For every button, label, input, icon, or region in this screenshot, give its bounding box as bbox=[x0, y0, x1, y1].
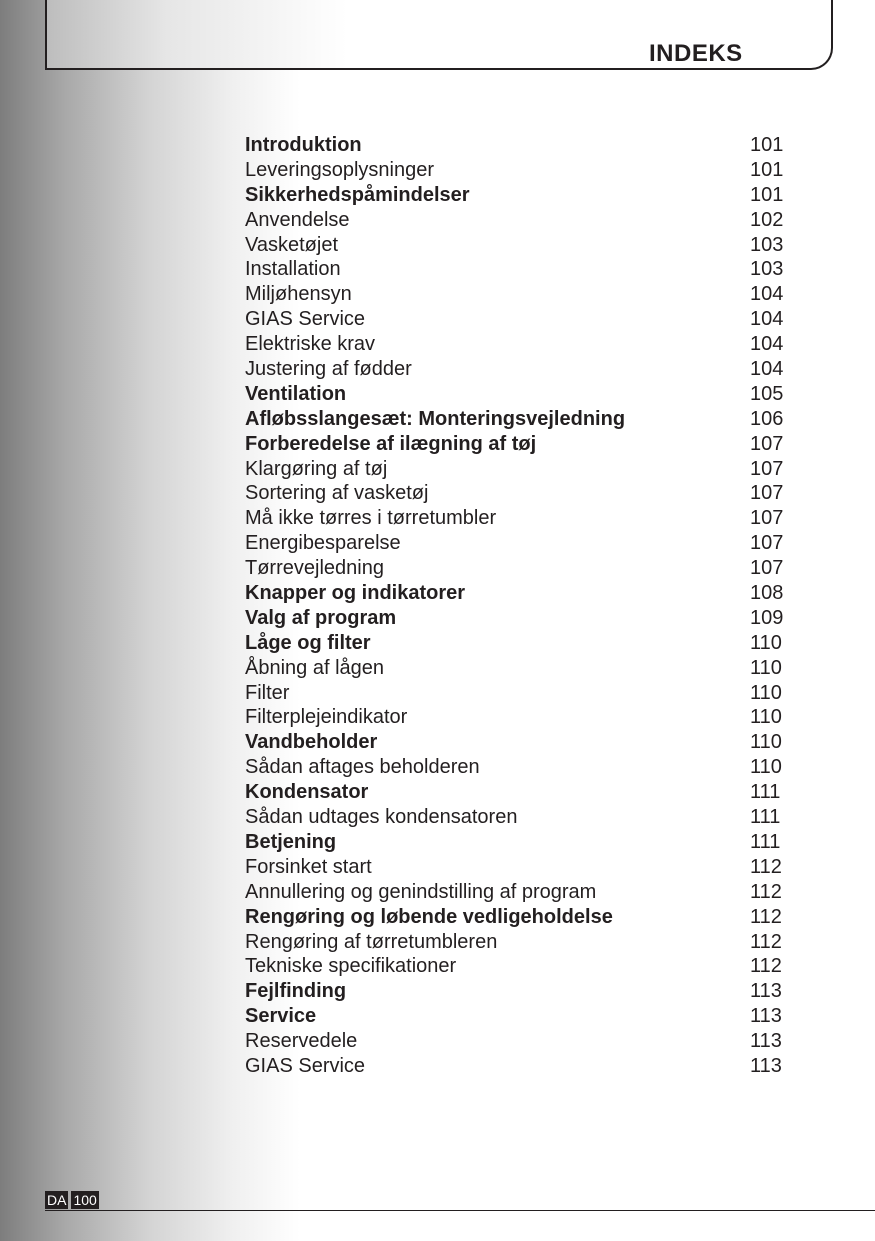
toc-entry-page: 103 bbox=[750, 258, 784, 281]
toc-entry bbox=[245, 382, 790, 407]
toc-entry-page: 107 bbox=[750, 557, 784, 580]
toc-entry-page: 101 bbox=[750, 183, 784, 206]
toc-entry bbox=[245, 830, 790, 855]
toc-entry-page: 113 bbox=[750, 1054, 782, 1077]
toc-entry-title: Miljøhensyn bbox=[245, 283, 352, 306]
toc-entry bbox=[245, 432, 790, 457]
toc-entry-page: 113 bbox=[750, 1005, 782, 1028]
toc-entry bbox=[245, 705, 790, 730]
toc-entry-title: Betjening bbox=[245, 830, 337, 853]
toc-entry-page: 110 bbox=[750, 631, 782, 654]
toc-entry-title: Sikkerhedspåmindelser bbox=[245, 183, 470, 206]
toc-entry bbox=[245, 233, 790, 258]
page-title: INDEKS bbox=[649, 40, 743, 67]
toc-entry bbox=[245, 880, 790, 905]
toc-entry-page: 112 bbox=[750, 955, 782, 978]
toc-entry bbox=[245, 855, 790, 880]
toc-entry bbox=[245, 332, 790, 357]
toc-entry bbox=[245, 1004, 790, 1029]
toc-entry-title: Reservedele bbox=[245, 1030, 358, 1053]
toc-entry-title: Vandbeholder bbox=[245, 731, 378, 754]
toc-entry-page: 110 bbox=[750, 656, 782, 679]
toc-entry bbox=[245, 307, 790, 332]
toc-entry-title: Justering af fødder bbox=[245, 358, 412, 381]
toc-entry-title: Vasketøjet bbox=[245, 233, 338, 256]
footer-badges bbox=[45, 1191, 99, 1209]
toc-entry-page: 110 bbox=[750, 706, 782, 729]
toc-entry bbox=[245, 905, 790, 930]
toc-entry-page: 110 bbox=[750, 756, 782, 779]
toc-entry bbox=[245, 183, 790, 208]
toc-entry-title: Annullering og genindstilling af program bbox=[245, 880, 597, 903]
toc-entry-title: Filterplejeindikator bbox=[245, 706, 408, 729]
toc-entry-page: 107 bbox=[750, 457, 784, 480]
toc-entry-title: Sortering af vasketøj bbox=[245, 482, 429, 505]
toc-entry-title: Introduktion bbox=[245, 134, 362, 156]
toc-entry-page: 113 bbox=[750, 1030, 782, 1053]
toc-entry-page: 107 bbox=[750, 482, 784, 505]
toc-entry-title: Sådan aftages beholderen bbox=[245, 756, 480, 779]
toc-entry bbox=[245, 681, 790, 706]
toc-entry-page: 104 bbox=[750, 333, 784, 356]
toc-entry-title: Tekniske specifikationer bbox=[245, 955, 457, 978]
toc-entry-title: Låge og filter bbox=[245, 631, 371, 654]
toc-entry bbox=[245, 631, 790, 656]
toc-entry bbox=[245, 407, 790, 432]
toc-entry bbox=[245, 979, 790, 1004]
toc-entry bbox=[245, 805, 790, 830]
toc-entry-title: Installation bbox=[245, 258, 341, 281]
toc-entry-title: Sådan udtages kondensatoren bbox=[245, 806, 518, 829]
toc-entry-title: Må ikke tørres i tørretumbler bbox=[245, 507, 497, 530]
toc-entry bbox=[245, 780, 790, 805]
toc-entry-page: 101 bbox=[750, 134, 784, 156]
toc-entry bbox=[245, 257, 790, 282]
toc-entry bbox=[245, 282, 790, 307]
toc-entry-page: 109 bbox=[750, 606, 784, 629]
toc-entry-page: 111 bbox=[750, 781, 781, 804]
toc-entry bbox=[245, 556, 790, 581]
toc-entry-page: 103 bbox=[750, 233, 784, 256]
toc-entry-page: 111 bbox=[750, 806, 781, 829]
toc-entry-title: Kondensator bbox=[245, 781, 369, 804]
toc-entry-page: 112 bbox=[750, 905, 782, 928]
toc-entry bbox=[245, 581, 790, 606]
toc-entry-page: 110 bbox=[750, 731, 782, 754]
toc-entry-page: 112 bbox=[750, 880, 782, 903]
table-of-contents bbox=[245, 133, 790, 1079]
toc-entry-title: Anvendelse bbox=[245, 208, 350, 231]
toc-entry bbox=[245, 1029, 790, 1054]
toc-entry-title: Klargøring af tøj bbox=[245, 457, 388, 480]
page-number-badge: 100 bbox=[73, 1192, 97, 1208]
toc-entry-title: Ventilation bbox=[245, 382, 347, 405]
toc-entry-title: Forberedelse af ilægning af tøj bbox=[245, 432, 537, 455]
toc-entry-page: 111 bbox=[750, 830, 781, 853]
toc-entry-title: GIAS Service bbox=[245, 1054, 366, 1077]
toc-entry-title: Service bbox=[245, 1005, 317, 1028]
toc-entry-title: Fejlfinding bbox=[245, 980, 347, 1003]
toc-entry bbox=[245, 656, 790, 681]
toc-entry-page: 102 bbox=[750, 208, 784, 231]
footer-divider bbox=[45, 1210, 875, 1211]
toc-entry-page: 113 bbox=[750, 980, 782, 1003]
toc-entry bbox=[245, 730, 790, 755]
toc-entry-page: 110 bbox=[750, 681, 782, 704]
toc-entry bbox=[245, 755, 790, 780]
toc-entry-title: Elektriske krav bbox=[245, 333, 376, 356]
toc-entry-title: Forsinket start bbox=[245, 855, 372, 878]
toc-entry bbox=[245, 506, 790, 531]
toc-entry-page: 112 bbox=[750, 930, 782, 953]
toc-entry-page: 107 bbox=[750, 532, 784, 555]
toc-entry bbox=[245, 158, 790, 183]
toc-entry bbox=[245, 606, 790, 631]
toc-entry-page: 105 bbox=[750, 382, 784, 405]
toc-entry bbox=[245, 481, 790, 506]
toc-entry bbox=[245, 531, 790, 556]
toc-entry-page: 112 bbox=[750, 855, 782, 878]
toc-entry-page: 108 bbox=[750, 582, 784, 605]
toc-entry-title: Rengøring af tørretumbleren bbox=[245, 930, 498, 953]
toc-entry-title: Knapper og indikatorer bbox=[245, 582, 466, 605]
toc-entry-title: Valg af program bbox=[245, 606, 397, 629]
toc-entry bbox=[245, 1054, 790, 1079]
language-badge: DA bbox=[47, 1192, 67, 1208]
toc-entry-page: 101 bbox=[750, 158, 784, 181]
toc-entry bbox=[245, 357, 790, 382]
toc-entry bbox=[245, 457, 790, 482]
toc-entry-page: 106 bbox=[750, 407, 784, 430]
toc-entry-page: 104 bbox=[750, 358, 784, 381]
toc-entry bbox=[245, 208, 790, 233]
toc-entry-page: 104 bbox=[750, 283, 784, 306]
toc-entry-title: Tørrevejledning bbox=[245, 557, 384, 580]
toc-entry bbox=[245, 954, 790, 979]
toc-entry-title: Afløbsslangesæt: Monteringsvejledning bbox=[245, 407, 626, 430]
toc-entry-title: GIAS Service bbox=[245, 308, 366, 331]
toc-entry-title: Åbning af lågen bbox=[245, 656, 385, 679]
toc-entry bbox=[245, 930, 790, 955]
toc-entry-page: 104 bbox=[750, 308, 784, 331]
toc-entry bbox=[245, 133, 790, 158]
toc-entry-page: 107 bbox=[750, 507, 784, 530]
toc-entry-page: 107 bbox=[750, 432, 784, 455]
toc-entry-title: Rengøring og løbende vedligeholdelse bbox=[245, 905, 613, 928]
toc-entry-title: Filter bbox=[245, 681, 290, 704]
toc-entry-title: Leveringsoplysninger bbox=[245, 158, 435, 181]
toc-entry-title: Energibesparelse bbox=[245, 532, 401, 555]
